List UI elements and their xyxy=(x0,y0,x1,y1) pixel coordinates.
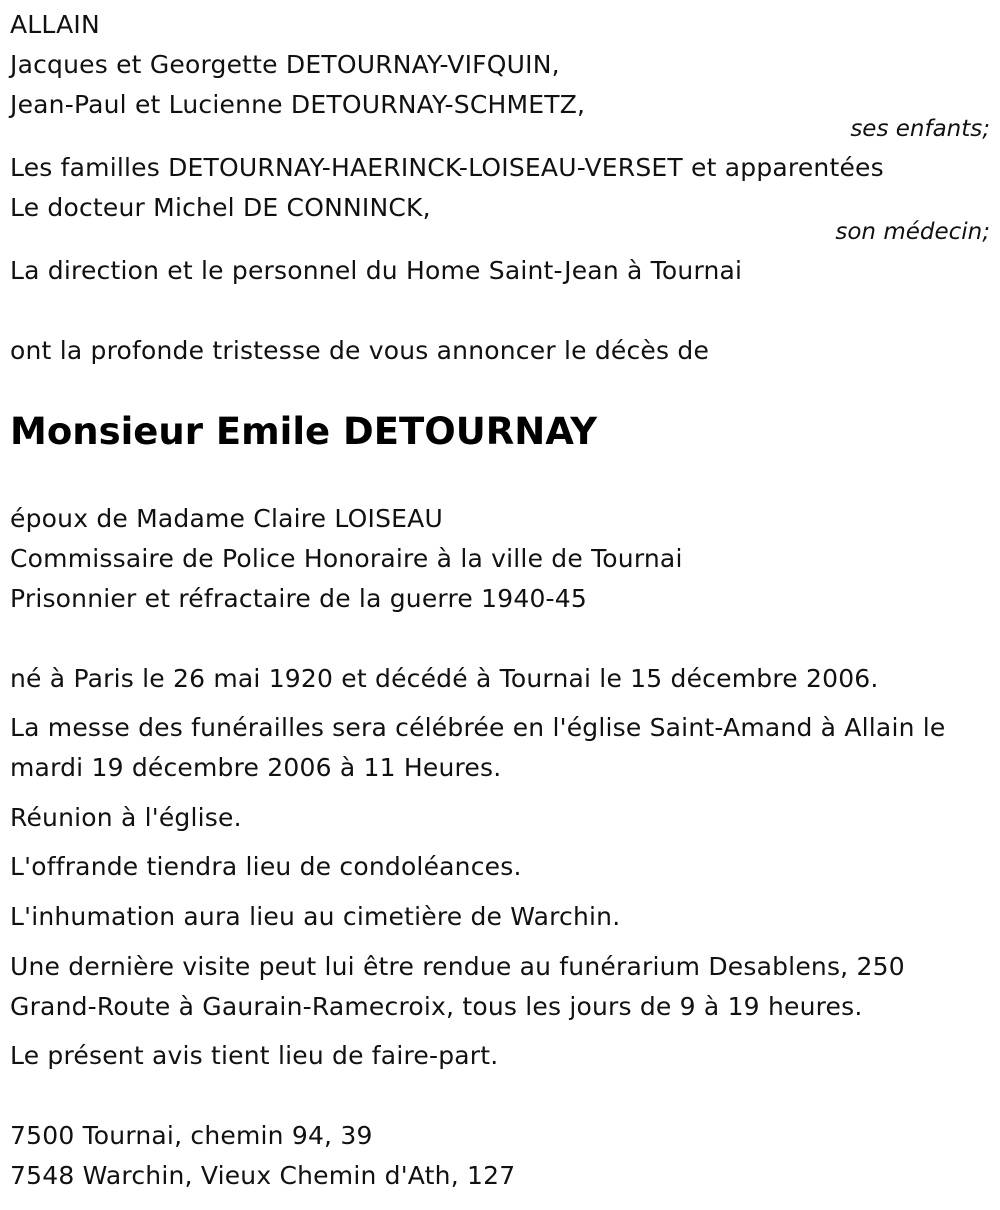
title-line-1: Commissaire de Police Honoraire à la ville de Tournai xyxy=(10,544,683,573)
visit-paragraph: Une dernière visite peut lui être rendue au funérarium Desablens, 250 Grand-Route à Gaurain-Ramecroix, tous les jours de 9 à 19 heures. xyxy=(10,952,905,1021)
mass-paragraph: La messe des funérailles sera célébrée en l'église Saint-Amand à Allain le mardi 19 décembre 2006 à 11 Heures. xyxy=(10,713,946,782)
offering-line: L'offrande tiendra lieu de condoléances. xyxy=(10,852,522,881)
address-line-2: 7548 Warchin, Vieux Chemin d'Ath, 127 xyxy=(10,1161,516,1190)
role-children: ses enfants; xyxy=(850,116,990,142)
meeting-line: Réunion à l'église. xyxy=(10,803,242,832)
announcement-text: ont la profonde tristesse de vous annoncer le décès de xyxy=(10,336,710,365)
deceased-name: Monsieur Emile DETOURNAY xyxy=(10,410,598,453)
place-heading: ALLAIN xyxy=(10,10,100,39)
dates-line: né à Paris le 26 mai 1920 et décédé à Tournai le 15 décembre 2006. xyxy=(10,664,879,693)
family-line-4: Le docteur Michel DE CONNINCK, xyxy=(10,193,431,222)
notice-line: Le présent avis tient lieu de faire-part. xyxy=(10,1041,499,1070)
role-doctor: son médecin; xyxy=(835,219,990,245)
family-line-2: Jean-Paul et Lucienne DETOURNAY-SCHMETZ, xyxy=(10,90,586,119)
burial-line: L'inhumation aura lieu au cimetière de Warchin. xyxy=(10,902,621,931)
title-line-2: Prisonnier et réfractaire de la guerre 1940-45 xyxy=(10,584,587,613)
family-line-1: Jacques et Georgette DETOURNAY-VIFQUIN, xyxy=(10,50,560,79)
family-line-3: Les familles DETOURNAY-HAERINCK-LOISEAU-VERSET et apparentées xyxy=(10,153,884,182)
family-line-5: La direction et le personnel du Home Saint-Jean à Tournai xyxy=(10,256,743,285)
spouse-line: époux de Madame Claire LOISEAU xyxy=(10,504,443,533)
address-line-1: 7500 Tournai, chemin 94, 39 xyxy=(10,1121,373,1150)
